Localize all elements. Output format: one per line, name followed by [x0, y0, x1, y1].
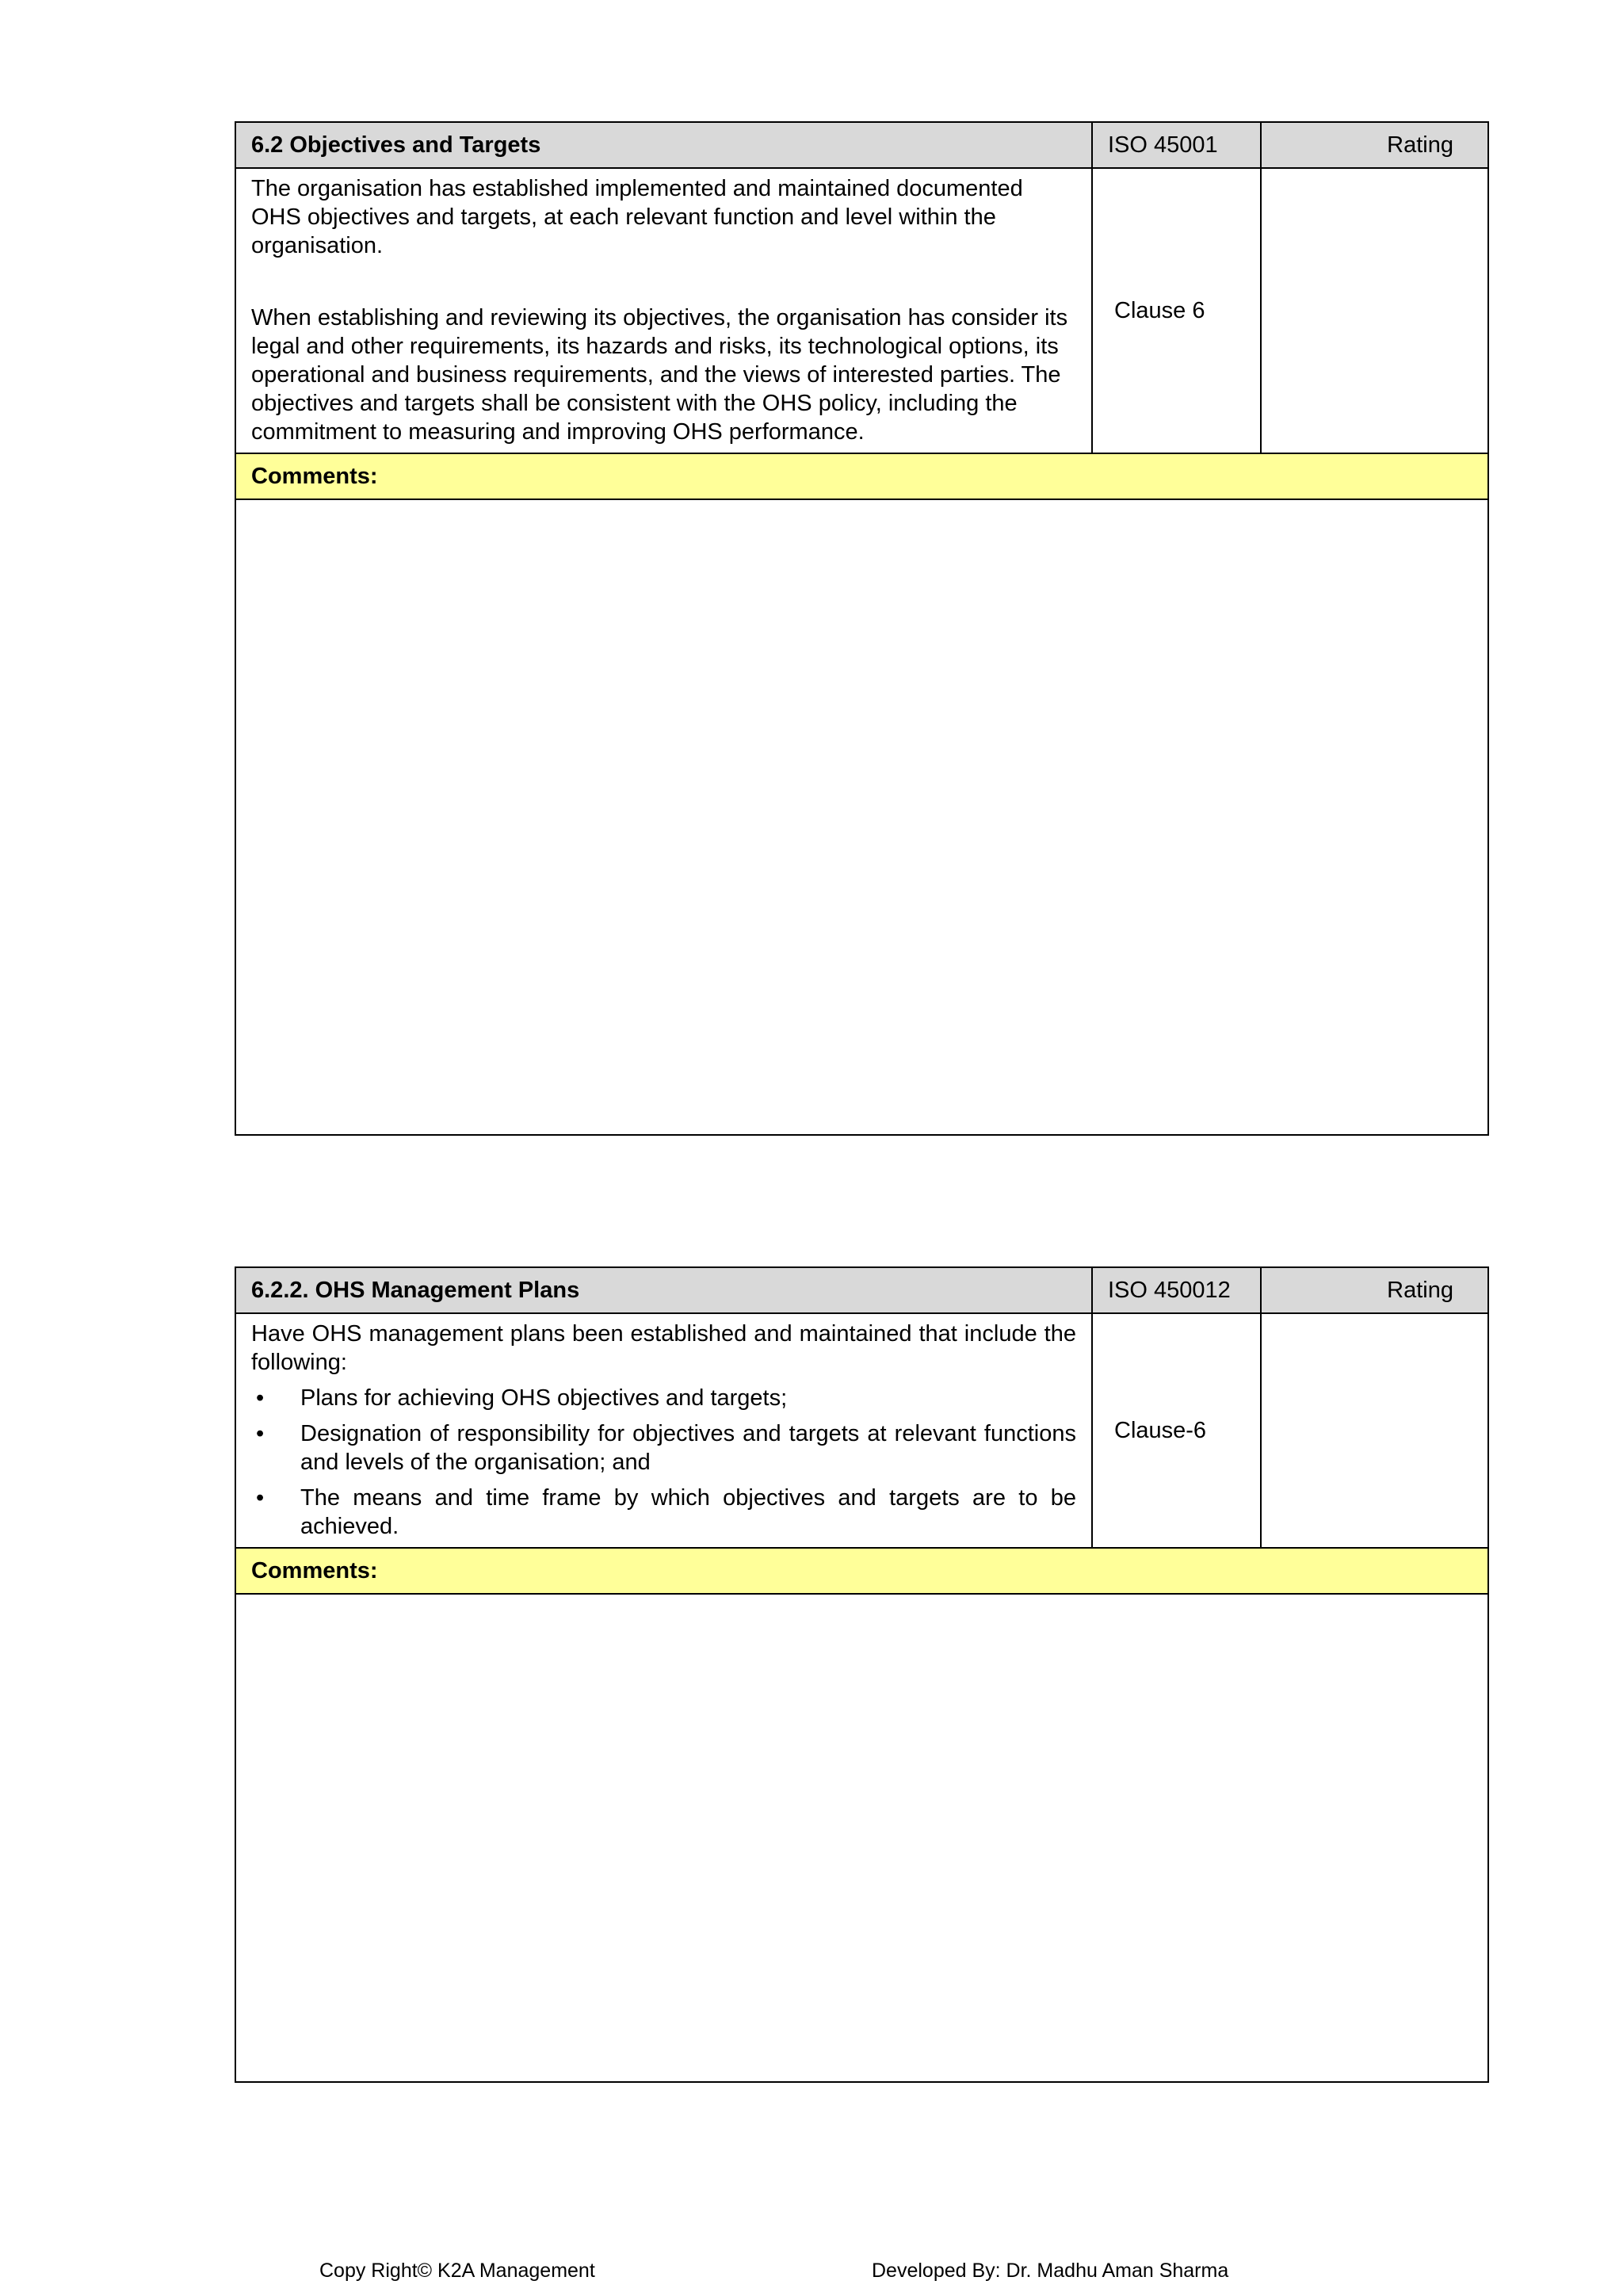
comments-header-row	[235, 1548, 1488, 1594]
section-title: 6.2 Objectives and Targets	[235, 122, 1092, 168]
list-item-text: Designation of responsibility for objectives and targets at relevant functions and levels of the organisation; and	[300, 1421, 1076, 1475]
comments-area-row	[235, 1594, 1488, 2082]
requirement-paragraph: When establishing and reviewing its objectives, the organisation has consider its legal and other requirements, its hazards and risks, its technological options, its operational and business requirements, and the views of interested parties. The objectives and targets shall be consistent with the OHS policy, including the commitment to measuring and improving OHS performance.	[251, 305, 1068, 445]
ohs-management-plans-table	[235, 1266, 1489, 2083]
comments-area[interactable]	[235, 499, 1488, 1135]
list-item-text: The means and time frame by which objectives and targets are to be achieved.	[300, 1485, 1076, 1539]
footer-copyright: Copy Right© K2A Management	[319, 2260, 595, 2282]
rating-label: Rating	[1261, 1267, 1488, 1313]
requirement-description	[235, 168, 1092, 453]
list-item	[251, 1484, 1076, 1541]
clause-reference: Clause 6	[1092, 168, 1261, 453]
list-item	[251, 1384, 1076, 1412]
section-title: 6.2.2. OHS Management Plans	[235, 1267, 1092, 1313]
footer-developer: Developed By: Dr. Madhu Aman Sharma	[872, 2260, 1229, 2282]
requirement-description	[235, 1313, 1092, 1548]
requirement-intro: Have OHS management plans been established and maintained that include the following:	[251, 1321, 1076, 1375]
list-item	[251, 1419, 1076, 1477]
bullet-icon: •	[256, 1385, 265, 1411]
requirement-paragraph: The organisation has established implemented and maintained documented OHS objectives and targets, at each relevant function and level within the organisation.	[251, 176, 1023, 258]
objectives-targets-table	[235, 121, 1489, 1136]
rating-input-cell[interactable]	[1261, 168, 1488, 453]
list-item-text: Plans for achieving OHS objectives and targets;	[300, 1385, 788, 1411]
requirement-row	[235, 168, 1488, 453]
clause-reference: Clause-6	[1092, 1313, 1261, 1548]
comments-area-row	[235, 499, 1488, 1135]
standard-label: ISO 45001	[1092, 122, 1261, 168]
bullet-icon: •	[256, 1485, 265, 1511]
rating-input-cell[interactable]	[1261, 1313, 1488, 1548]
comments-label: Comments:	[235, 453, 1488, 499]
requirement-bullet-list	[251, 1384, 1076, 1541]
requirement-row	[235, 1313, 1488, 1548]
comments-label: Comments:	[235, 1548, 1488, 1594]
table-header-row	[235, 122, 1488, 168]
bullet-icon: •	[256, 1421, 265, 1446]
standard-label: ISO 450012	[1092, 1267, 1261, 1313]
rating-label: Rating	[1261, 122, 1488, 168]
comments-header-row	[235, 453, 1488, 499]
comments-area[interactable]	[235, 1594, 1488, 2082]
table-header-row	[235, 1267, 1488, 1313]
